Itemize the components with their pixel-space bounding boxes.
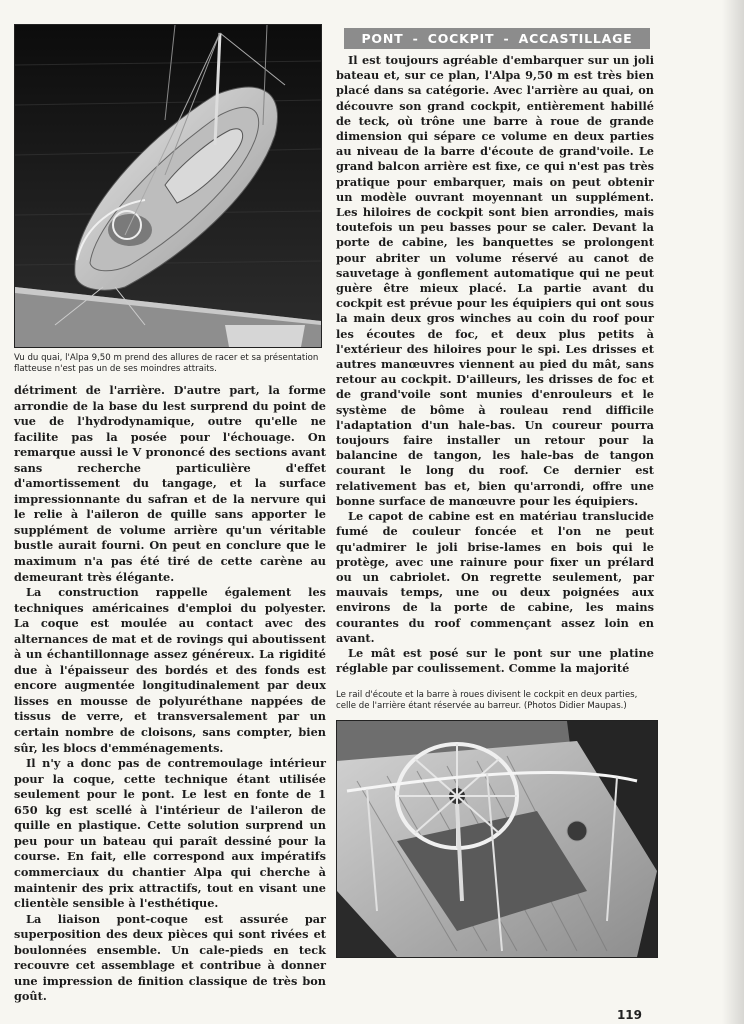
photo-top-caption: Vu du quai, l'Alpa 9,50 m prend des allures de racer et sa présentation flatteuse n'est pas un de ses moindres attraits. bbox=[14, 353, 319, 374]
cockpit-illustration bbox=[337, 721, 657, 957]
left-column bbox=[14, 24, 326, 1005]
right-column bbox=[336, 28, 654, 958]
right-paragraph-2: Le capot de cabine est en matériau translucide fumé de couleur foncée et l'on ne peut qu'admirer le joli brise-lames en bois qui le protège, avec une rainure pour fixer un prélard ou un cabriolet. On regrette seulement, par mauvais temps, une ou deux poignées aux environs de la porte de cabine, les mains courantes du roof commençant assez loin en avant. bbox=[336, 509, 654, 645]
cockpit-wheel-photo bbox=[336, 720, 658, 958]
left-paragraph-1: détriment de l'arrière. D'autre part, la forme arrondie de la base du lest surprend du point de vue de l'hydrodynamique, outre qu'elle ne facilite pas la posée pour l'échouage. On remarque aussi le V prononcé des sections avant sans recherche particulière d'effet d'amortissement du tangage, et la surface impressionnante du safran et de la nervure qui le relie à l'aileron de quille sans apporter le supplément de volume arrière qu'un véritable bustle aurait fourni. On peut en conclure que le maximum n'a pas été tiré de cette carène au demeurant très élégante. bbox=[14, 383, 326, 584]
left-paragraph-4: La liaison pont-coque est assurée par superposition des deux pièces qui sont rivées et boulonnées ensemble. Un cale-pieds en teck recouvre cet assemblage et contribue à donner une impression de finition classique de très bon goût. bbox=[14, 911, 326, 1004]
left-paragraph-3: Il n'y a donc pas de contremoulage intérieur pour la coque, cette technique étant utilisée seulement pour le pont. Le lest en fonte de 1 650 kg est scellé à l'intérieur de l'aileron de quille en plastique. Cette solution surprend un peu pour un bateau qui paraît dessiné pour la course. En fait, elle correspond aux impératifs commerciaux du chantier Alpa qui cherche à maintenir des prix attractifs, tout en visant une clientèle sensible à l'esthétique. bbox=[14, 756, 326, 911]
left-paragraph-2: La construction rappelle également les techniques américaines d'emploi du polyester. La coque est moulée au contact avec des alternances de mat et de rovings qui aboutissent à un échantillonnage assez généreux. La rigidité due à l'épaisseur des bordés et des fonds est encore augmentée longitudinalement par deux lisses en mousse de polyuréthane nappées de tissus de verre, et transversalement par un certain nombre de cloisons, sans compter, bien sûr, les blocs d'emménagements. bbox=[14, 585, 326, 755]
page-number: 119 bbox=[616, 1008, 642, 1022]
section-heading: PONT - COCKPIT - ACCASTILLAGE bbox=[344, 28, 650, 49]
sailboat-photo-dock bbox=[14, 24, 322, 348]
photo-bottom-caption: Le rail d'écoute et la barre à roues divisent le cockpit en deux parties, celle de l'arrière étant réservée au barreur. (Photos Didier Maupas.) bbox=[336, 690, 638, 712]
right-paragraph-3: Le mât est posé sur le pont sur une platine réglable par coulissement. Comme la majorité bbox=[336, 645, 654, 676]
sailboat-dock-illustration bbox=[15, 25, 321, 347]
page-edge-shadow bbox=[722, 0, 744, 1024]
right-paragraph-1: Il est toujours agréable d'embarquer sur un joli bateau et, sur ce plan, l'Alpa 9,50 m est très bien placé dans sa catégorie. Avec l'arrière au quai, on découvre son grand cockpit, entièrement habillé de teck, où trône une barre à roue de grande dimension qui sépare ce volume en deux parties au niveau de la barre d'écoute de grand'voile. Le grand balcon arrière est fixe, ce qui n'est pas très pratique pour embarquer, mais on peut obtenir un modèle ouvrant moyennant un supplément. Les hiloires de cockpit sont bien arrondies, mais toutefois un peu basses pour se caler. Devant la porte de cabine, les banquettes se prolongent pour abriter un volume réservé au canot de sauvetage à gonflement automatique qui ne peut guère être mieux placé. La partie avant du cockpit est prévue pour les équipiers qui ont sous la main deux gros winches au coin du roof pour les écoutes de foc, et deux plus petits à l'extérieur des hiloires pour le spi. Les drisses et autres manœuvres viennent au pied du mât, sans retour au cockpit. D'ailleurs, les drisses de foc et de grand'voile sont munies d'enrouleurs et le système de bôme à rouleau rend difficile l'adaptation d'un hale-bas. Un coureur pourra toujours faire installer un retour pour la balancine de tangon, les hale-bas de tangon courant le long du roof. Ce dernier est relativement bas et, bien qu'arrondi, offre une bonne surface de manœuvre pour les équipiers. bbox=[336, 53, 654, 508]
